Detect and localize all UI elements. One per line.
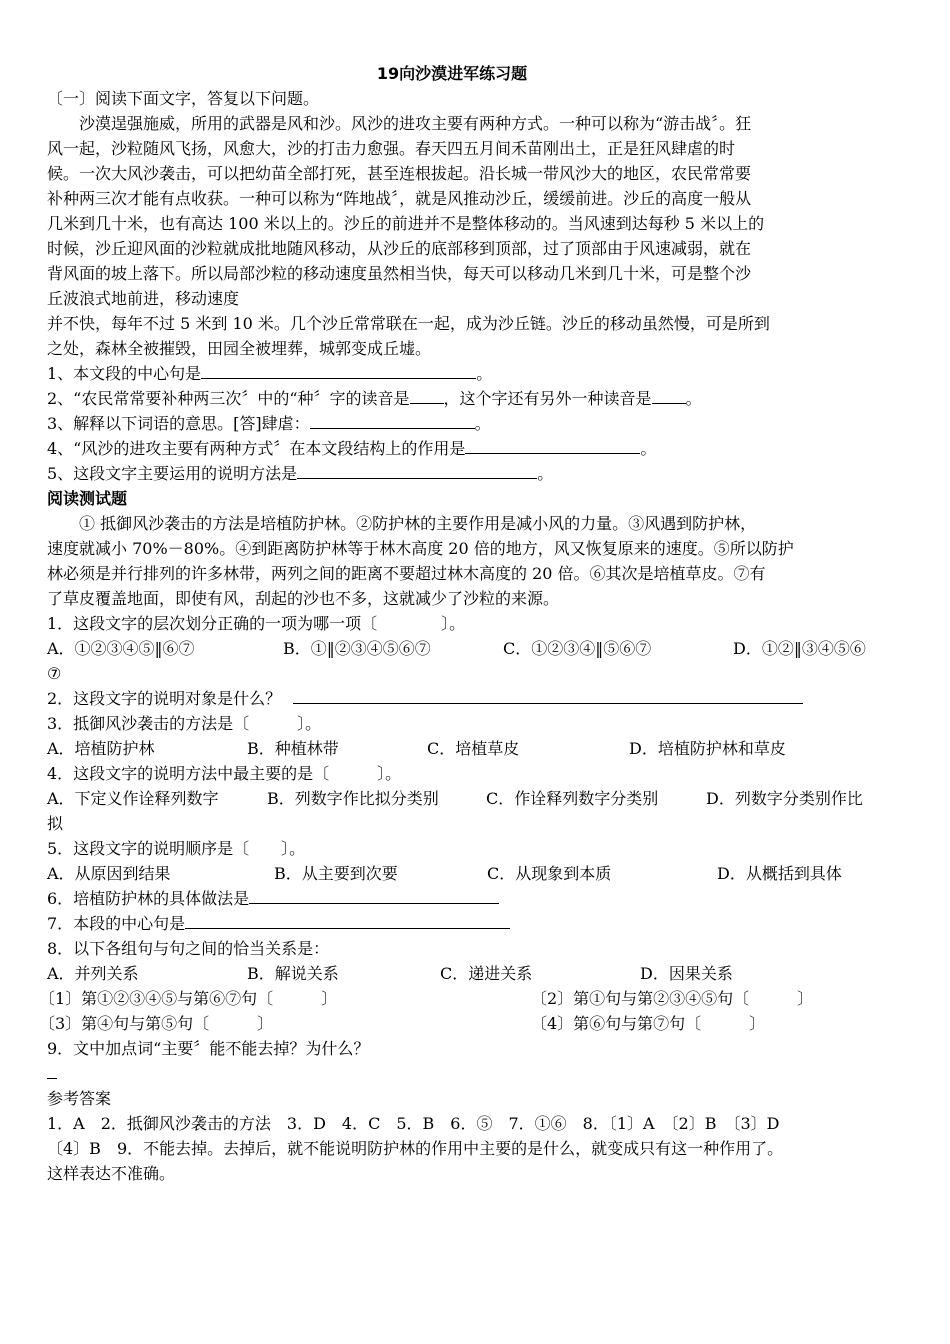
sub-question[interactable]: 〔1〕第①②③④⑤与第⑥⑦句〔 〕	[39, 989, 338, 1008]
question-text: 1、本文段的中心句是	[47, 364, 202, 383]
answer-blank[interactable]	[185, 913, 510, 929]
option-d[interactable]: D．培植防护林和草皮	[629, 739, 786, 758]
passage-line: 了草皮覆盖地面，即使有风，刮起的沙也不多，这就减少了沙粒的来源。	[47, 589, 560, 608]
document-page	[39, 62, 917, 1186]
question-text: ，这个字还有另外一种读音是	[443, 389, 652, 408]
option-b[interactable]: B．种植林带	[247, 739, 339, 758]
passage-line: 并不快，每年不过 5 米到 10 米。几个沙丘常常联在一起，成为沙丘链。沙丘的移动虽然慢，可是所到	[47, 314, 770, 333]
answer-text: 1．A 2．抵御风沙袭击的方法 3．D 4．C 5．B 6．⑤ 7．①⑥ 8．〔1〕A 〔2〕B 〔3〕D	[47, 1114, 780, 1133]
option-c[interactable]: C．作诠释列数字分类别	[486, 789, 659, 808]
passage-line: ① 抵御风沙袭击的方法是培植防护林。②防护林的主要作用是减小风的力量。③风遇到防护林，	[79, 514, 757, 533]
answer-blank[interactable]	[410, 388, 444, 404]
passage-line: 时候，沙丘迎风面的沙粒就成批地随风移动，从沙丘的底部移到顶部，过了顶部由于风速减弱，就在	[47, 239, 752, 258]
sub-question[interactable]: 〔3〕第④句与第⑤句〔 〕	[39, 1014, 274, 1033]
question-tail: 。	[476, 364, 493, 383]
mc-options	[47, 736, 917, 761]
passage-line: 沙漠逞强施威，所用的武器是风和沙。风沙的进攻主要有两种方式。一种可以称为“游击战〞。狂	[79, 114, 752, 133]
question-text: 5、这段文字主要运用的说明方法是	[47, 464, 298, 483]
section1-passage	[47, 111, 917, 361]
answers-heading: 参考答案	[47, 1089, 112, 1108]
question-5	[47, 461, 917, 486]
mc-options	[47, 861, 917, 886]
answer-blank[interactable]	[465, 438, 640, 454]
mc-options	[47, 636, 917, 661]
section1-heading: 〔一〕阅读下面文字，答复以下问题。	[47, 89, 320, 108]
mc-question-2	[47, 686, 917, 711]
option-c[interactable]: C．①②③④‖⑤⑥⑦	[503, 639, 652, 658]
answer-text: 〔4〕B 9．不能去掉。去掉后，就不能说明防护林的作用中主要的是什么，就变成只有这一种作用了。	[47, 1139, 784, 1158]
passage-line: 速度就减小 70%－80%。④到距离防护林等于林木高度 20 倍的地方，风又恢复原来的速度。⑤所以防护	[47, 539, 794, 558]
option-c: C．递进关系	[440, 964, 533, 983]
passage-line: 几米到几十米，也有高达 100 米以上的。沙丘的前进并不是整体移动的。当风速到达每秒 5 米以上的	[47, 214, 765, 233]
mc-question-1: 1．这段文字的层次划分正确的一项为哪一项〔 〕。	[47, 614, 466, 633]
question-9: 9．文中加点词“主要〞能不能去掉？为什么？	[47, 1039, 370, 1058]
option-c[interactable]: C．培植草皮	[427, 739, 520, 758]
sub-question[interactable]: 〔4〕第⑥句与第⑦句〔 〕	[531, 1014, 766, 1033]
answer-blank[interactable]	[401, 688, 553, 704]
answer-blank[interactable]	[553, 688, 803, 704]
option-d[interactable]: D．列数字分类别作比	[706, 789, 863, 808]
question-text: 2、“农民常常要补种两三次〞中的“种〞字的读音是	[47, 389, 410, 408]
question-8: 8．以下各组句与句之间的恰当关系是：	[47, 939, 330, 958]
option-c[interactable]: C．从现象到本质	[487, 864, 612, 883]
question-3	[47, 411, 917, 436]
question-tail: 。	[640, 439, 657, 458]
passage-line: 之处，森林全被摧毁，田园全被埋葬，城郭变成丘墟。	[47, 339, 432, 358]
question-text: 4、“风沙的进攻主要有两种方式〞在本文段结构上的作用是	[47, 439, 466, 458]
option-b[interactable]: B．从主要到次要	[274, 864, 398, 883]
question-7	[47, 911, 917, 936]
section2-heading: 阅读测试题	[47, 489, 128, 508]
answer-blank[interactable]	[47, 1076, 57, 1079]
question-tail: 。	[685, 389, 702, 408]
mc-question-3: 3．抵御风沙袭击的方法是〔 〕。	[47, 714, 322, 733]
sub-question[interactable]: 〔2〕第①句与第②③④⑤句〔 〕	[531, 989, 814, 1008]
sub-questions	[39, 986, 917, 1011]
question-6	[47, 886, 917, 911]
section2-passage	[47, 511, 917, 611]
question-text: 6．培植防护林的具体做法是	[47, 889, 250, 908]
option-b[interactable]: B．①‖②③④⑤⑥⑦	[283, 639, 431, 658]
passage-line: 风一起，沙粒随风飞扬，风愈大，沙的打击力愈强。春天四五月间禾苗刚出土，正是狂风肆虐的时	[47, 139, 736, 158]
option-d: D．因果关系	[640, 964, 733, 983]
option-wrap: ⑦	[47, 664, 62, 683]
answer-blank[interactable]	[249, 888, 499, 904]
mc-options	[47, 961, 917, 986]
answer-line	[47, 1061, 917, 1086]
option-b[interactable]: B．列数字作比拟分类别	[267, 789, 439, 808]
passage-line: 补种两三次才能有点收获。一种可以称为“阵地战〞，就是风推动沙丘，缓缓前进。沙丘的高度一般从	[47, 189, 752, 208]
question-text: 7．本段的中心句是	[47, 914, 186, 933]
question-2	[47, 386, 917, 411]
option-a[interactable]: A．下定义作诠释列数字	[47, 789, 219, 808]
question-tail: 。	[474, 414, 491, 433]
passage-line: 候。一次大风沙袭击，可以把幼苗全部打死，甚至连根拔起。沿长城一带风沙大的地区，农民常常要	[47, 164, 752, 183]
question-text: 2．这段文字的说明对象是什么？	[47, 689, 282, 708]
answer-text: 这样表达不准确。	[47, 1164, 176, 1183]
question-1	[47, 361, 917, 386]
question-tail: 。	[537, 464, 554, 483]
passage-line: 背风面的坡上落下。所以局部沙粒的移动速度虽然相当快，每天可以移动几米到几十米，可是整个沙	[47, 264, 752, 283]
mc-options	[47, 786, 917, 811]
answer-blank[interactable]	[297, 463, 537, 479]
option-wrap: 拟	[47, 814, 64, 833]
passage-line: 丘波浪式地前进，移动速度	[47, 289, 240, 308]
option-a[interactable]: A．①②③④⑤‖⑥⑦	[47, 639, 195, 658]
mc-question-4: 4．这段文字的说明方法中最主要的是〔 〕。	[47, 764, 402, 783]
mc-question-5: 5．这段文字的说明顺序是〔 〕。	[47, 839, 306, 858]
question-text: 3、解释以下词语的意思。[答]肆虐：	[47, 414, 310, 433]
option-a: A．并列关系	[47, 964, 139, 983]
option-d[interactable]: D．从概括到具体	[717, 864, 842, 883]
page-title: 19向沙漠进军练习题	[376, 64, 528, 83]
passage-line: 林必须是并行排列的许多林带，两列之间的距离不要超过林木高度的 20 倍。⑥其次是培植草皮。⑦有	[47, 564, 766, 583]
option-a[interactable]: A．从原因到结果	[47, 864, 171, 883]
option-b: B．解说关系	[247, 964, 339, 983]
option-d[interactable]: D．①②‖③④⑤⑥	[733, 639, 866, 658]
question-4	[47, 436, 917, 461]
answer-blank[interactable]	[310, 413, 475, 429]
answer-blank[interactable]	[652, 388, 686, 404]
answer-blank[interactable]	[293, 688, 401, 704]
option-a[interactable]: A．培植防护林	[47, 739, 155, 758]
answer-blank[interactable]	[201, 363, 476, 379]
sub-questions	[39, 1011, 917, 1036]
